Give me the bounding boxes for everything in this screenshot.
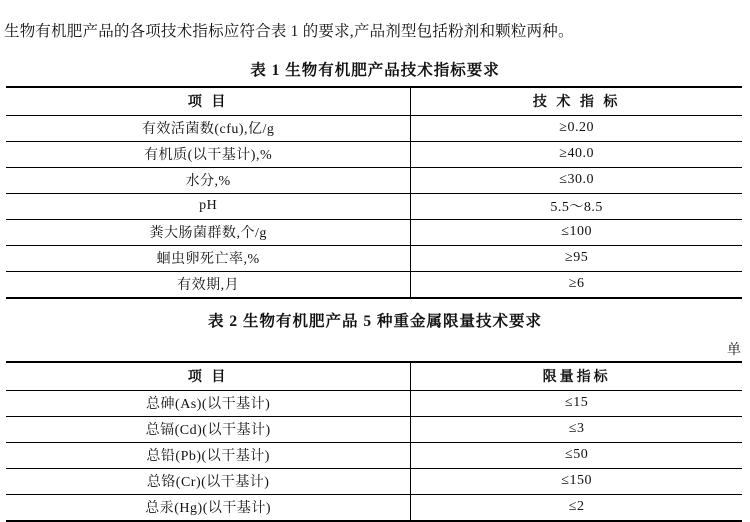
table1-wrapper [0,86,750,299]
table-row [6,271,742,298]
table1-header-value: 技 术 指 标 [411,87,742,116]
table-row [6,442,742,468]
table1-row1-value: ≥40.0 [411,141,742,167]
table1-row4-item: 粪大肠菌群数,个/g [6,219,411,245]
table2-row4-value: ≤2 [411,494,742,521]
table2-row2-value: ≤50 [411,442,742,468]
table1-row4-value: ≤100 [411,219,742,245]
table1-row3-value: 5.5～8.5 [411,193,742,219]
table2-row0-item: 总砷(As)(以干基计) [6,390,411,416]
intro-paragraph: 生物有机肥产品的各项技术指标应符合表 1 的要求,产品剂型包括粉剂和颗粒两种。 [4,22,574,40]
table1 [6,86,742,299]
table1-row0-item: 有效活菌数(cfu),亿/g [6,115,411,141]
table2-row1-item: 总镉(Cd)(以干基计) [6,416,411,442]
table-row [6,416,742,442]
table1-row2-value: ≤30.0 [411,167,742,193]
table2-row4-item: 总汞(Hg)(以干基计) [6,494,411,521]
table2-row1-value: ≤3 [411,416,742,442]
table1-row6-value: ≥6 [411,271,742,298]
table2-row3-value: ≤150 [411,468,742,494]
table-row [6,219,742,245]
table1-title: 表 1 生物有机肥产品技术指标要求 [250,61,500,79]
table1-header-row [6,87,742,116]
table1-row0-value: ≥0.20 [411,115,742,141]
table2-wrapper [0,361,750,522]
table2-row0-value: ≤15 [411,390,742,416]
table2-header-value: 限量指标 [411,362,742,391]
table2-row2-item: 总铅(Pb)(以干基计) [6,442,411,468]
table1-header-item: 项 目 [6,87,411,116]
table-row [6,167,742,193]
table2-header-row [6,362,742,391]
table2-title: 表 2 生物有机肥产品 5 种重金属限量技术要求 [207,312,542,330]
table-row [6,193,742,219]
table1-row2-item: 水分,% [6,167,411,193]
table1-row5-item: 蛔虫卵死亡率,% [6,245,411,271]
table1-row6-item: 有效期,月 [6,271,411,298]
table2-header-item: 项 目 [6,362,411,391]
table1-row1-item: 有机质(以干基计),% [6,141,411,167]
table-row [6,494,742,521]
table1-row3-item: pH [6,193,411,219]
table-row [6,141,742,167]
document-page [0,16,750,516]
table1-row5-value: ≥95 [411,245,742,271]
table2-unit-note: 单 [727,342,742,358]
table2 [6,361,742,522]
table-row [6,390,742,416]
table-row [6,245,742,271]
table-row [6,468,742,494]
table-row [6,115,742,141]
table2-row3-item: 总铬(Cr)(以干基计) [6,468,411,494]
